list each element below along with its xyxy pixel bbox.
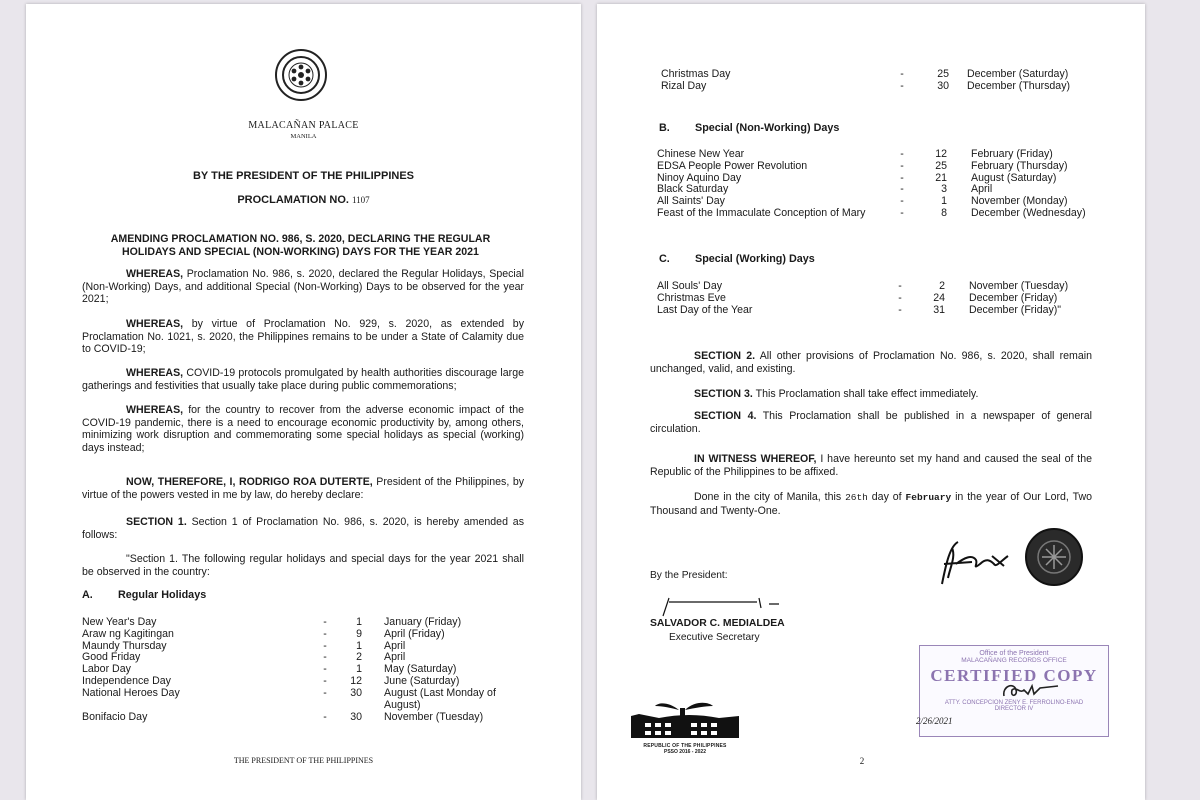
holiday-day: 31 bbox=[933, 303, 945, 316]
holiday-separator: - bbox=[900, 195, 904, 208]
proclamation-number: 1107 bbox=[352, 195, 370, 205]
proclamation-number-line bbox=[26, 194, 581, 206]
section-4-paragraph: SECTION 4. This Proclamation shall be published in a newspaper of general circulation. bbox=[650, 410, 1092, 435]
holiday-separator: - bbox=[900, 183, 904, 196]
holiday-separator: - bbox=[900, 159, 904, 172]
holiday-day: 12 bbox=[935, 148, 947, 160]
secretary-name: SALVADOR C. MEDIALDEA bbox=[650, 618, 785, 629]
holiday-day: 30 bbox=[350, 686, 362, 699]
holiday-month: May (Saturday) bbox=[384, 663, 457, 676]
title-line-1: AMENDING PROCLAMATION NO. 986, S. 2020, DECLARING THE REGULAR bbox=[110, 233, 491, 245]
holiday-name: Bonifacio Day bbox=[82, 710, 148, 723]
holiday-name: Rizal Day bbox=[661, 80, 707, 92]
holiday-name: EDSA People Power Revolution bbox=[657, 159, 808, 172]
page-number: 2 bbox=[859, 756, 865, 766]
holiday-row bbox=[657, 183, 1117, 195]
holiday-name: Chinese New Year bbox=[657, 148, 745, 160]
holiday-day: 25 bbox=[935, 159, 947, 172]
holiday-month: February (Friday) bbox=[971, 148, 1053, 160]
holiday-day: 9 bbox=[356, 627, 362, 640]
holiday-separator: - bbox=[323, 675, 327, 687]
holiday-name: Feast of the Immaculate Conception of Mary bbox=[657, 207, 866, 219]
holiday-separator: - bbox=[900, 148, 904, 160]
holiday-row bbox=[82, 651, 542, 663]
section-c-heading: C. Special (Working) Days bbox=[659, 253, 815, 265]
section-1-amended-text: "Section 1. The following regular holidays and special days for the year 2021 shall be observed in the country: bbox=[82, 553, 524, 578]
holiday-day: 8 bbox=[941, 207, 947, 219]
certified-copy-stamp bbox=[916, 645, 1109, 737]
holiday-day: 1 bbox=[356, 616, 362, 628]
holiday-month: December (Friday) bbox=[969, 291, 1058, 304]
holiday-separator: - bbox=[323, 686, 327, 699]
holiday-day: 25 bbox=[937, 68, 949, 80]
holiday-day: 3 bbox=[941, 183, 947, 196]
holiday-day: 2 bbox=[939, 280, 945, 292]
holiday-row bbox=[657, 195, 1117, 207]
holiday-day: 2 bbox=[356, 651, 362, 664]
holiday-separator: - bbox=[323, 710, 327, 723]
holiday-day: 30 bbox=[937, 80, 949, 92]
holiday-row bbox=[657, 207, 1117, 219]
holiday-row bbox=[82, 663, 542, 675]
holiday-day: 30 bbox=[350, 710, 362, 723]
proclamation-title bbox=[78, 233, 523, 258]
holiday-row bbox=[661, 80, 1121, 92]
whereas-paragraph-3: WHEREAS, COVID-19 protocols promulgated by health authorities discourage large gatherings and festivities that usually take place during public commemorations; bbox=[82, 367, 524, 392]
holiday-name: Christmas Day bbox=[661, 68, 731, 80]
holiday-month: June (Saturday) bbox=[384, 675, 460, 687]
holiday-month: April (Friday) bbox=[384, 627, 445, 640]
holiday-row bbox=[82, 686, 542, 711]
president-signature bbox=[932, 534, 1022, 594]
holiday-day: 12 bbox=[350, 675, 362, 687]
holiday-name: Independence Day bbox=[82, 675, 171, 687]
holiday-month: April bbox=[971, 183, 993, 196]
holiday-name: Good Friday bbox=[82, 651, 141, 664]
page-heading: BY THE PRESIDENT OF THE PHILIPPINES bbox=[192, 170, 415, 182]
presidential-seal-icon bbox=[275, 49, 327, 101]
republic-seal-icon bbox=[1025, 528, 1083, 586]
stamp-certified-copy: CERTIFIED COPY bbox=[930, 666, 1098, 685]
holiday-month: February (Thursday) bbox=[971, 159, 1068, 172]
holiday-month: December (Friday)" bbox=[969, 303, 1062, 316]
holiday-separator: - bbox=[323, 663, 327, 676]
holiday-month: August (Saturday) bbox=[971, 171, 1057, 184]
holiday-month: November (Monday) bbox=[971, 195, 1068, 208]
title-line-2: HOLIDAYS AND SPECIAL (NON-WORKING) DAYS FOR THE YEAR 2021 bbox=[122, 245, 479, 258]
holiday-name: National Heroes Day bbox=[82, 686, 180, 699]
holiday-month: April bbox=[384, 651, 406, 664]
palace-city: MANILA bbox=[290, 133, 317, 140]
holiday-separator: - bbox=[900, 207, 904, 219]
holiday-name: Ninoy Aquino Day bbox=[657, 171, 742, 184]
in-witness-paragraph: IN WITNESS WHEREOF, I have hereunto set my hand and caused the seal of the Republic of the Philippines to be affixed. bbox=[650, 453, 1092, 478]
holiday-month: November (Tuesday) bbox=[384, 710, 484, 723]
holiday-day: 24 bbox=[933, 291, 945, 304]
holiday-row bbox=[657, 280, 1117, 292]
holiday-row bbox=[657, 292, 1117, 304]
page-footer: THE PRESIDENT OF THE PHILIPPINES bbox=[233, 756, 374, 765]
holiday-name: Last Day of the Year bbox=[657, 303, 753, 316]
document-page-1 bbox=[26, 4, 581, 800]
holiday-separator: - bbox=[900, 68, 904, 80]
holiday-month: December (Saturday) bbox=[967, 68, 1069, 80]
holiday-day: 1 bbox=[356, 663, 362, 676]
signing-month: February bbox=[905, 492, 952, 503]
palace-logo-subcaption: PSSO 2016 - 2022 bbox=[664, 749, 706, 755]
holiday-name: Labor Day bbox=[82, 663, 131, 676]
by-the-president-label: By the President: bbox=[650, 570, 728, 581]
holiday-name: New Year's Day bbox=[82, 616, 157, 628]
holiday-separator: - bbox=[898, 280, 902, 292]
proclamation-label: PROCLAMATION NO. bbox=[237, 194, 349, 206]
holiday-separator: - bbox=[323, 627, 327, 640]
holiday-separator: - bbox=[898, 303, 902, 316]
holiday-name: Maundy Thursday bbox=[82, 639, 167, 652]
palace-logo-caption: REPUBLIC OF THE PHILIPPINES bbox=[643, 743, 727, 749]
section-a-heading: A. Regular Holidays bbox=[82, 589, 207, 601]
holiday-row bbox=[82, 640, 542, 652]
secretary-title: Executive Secretary bbox=[669, 632, 760, 643]
holiday-name: Christmas Eve bbox=[657, 291, 726, 304]
holiday-month: August (Last Monday of bbox=[384, 686, 496, 699]
holiday-day: 1 bbox=[941, 195, 947, 208]
palace-name: MALACAÑAN PALACE bbox=[248, 120, 359, 131]
holiday-row bbox=[661, 68, 1121, 80]
holiday-row bbox=[82, 711, 542, 723]
holiday-month-continued: August) bbox=[384, 698, 421, 711]
holiday-month: January (Friday) bbox=[384, 616, 462, 628]
section-2-paragraph: SECTION 2. All other provisions of Proclamation No. 986, s. 2020, shall remain unchanged, valid, and existing. bbox=[650, 350, 1092, 375]
stamp-officer-position: DIRECTOR IV bbox=[994, 706, 1034, 712]
done-in-manila-paragraph: Done in the city of Manila, this 26th day of February in the year of Our Lord, Two Thousand and Twenty-One. bbox=[650, 491, 1093, 517]
holiday-row bbox=[82, 628, 542, 640]
section-b-heading: B. Special (Non-Working) Days bbox=[659, 122, 840, 134]
holiday-month: November (Tuesday) bbox=[969, 280, 1069, 292]
stamp-records-office: MALACAÑANG RECORDS OFFICE bbox=[961, 657, 1067, 664]
stamp-officer-name: ATTY. CONCEPCION ZENY E. FERROLINO-ENAD bbox=[944, 700, 1084, 706]
whereas-paragraph-1: WHEREAS, Proclamation No. 986, s. 2020, declared the Regular Holidays, Special (Non-Working) Days, and additional Special (Non-Working) Days to be observed for the year 2021; bbox=[82, 268, 524, 306]
holiday-separator: - bbox=[898, 291, 902, 304]
now-therefore-paragraph: NOW, THEREFORE, I, RODRIGO ROA DUTERTE, President of the Philippines, by virtue of the powers vested in me by law, do hereby declare: bbox=[82, 476, 525, 501]
holiday-row bbox=[657, 172, 1117, 184]
holiday-separator: - bbox=[323, 616, 327, 628]
holiday-name: Black Saturday bbox=[657, 183, 729, 196]
holiday-row bbox=[657, 148, 1117, 160]
holiday-name: All Souls' Day bbox=[657, 280, 723, 292]
holiday-separator: - bbox=[323, 639, 327, 652]
holiday-row bbox=[82, 675, 542, 687]
whereas-paragraph-4: WHEREAS, for the country to recover from the adverse economic impact of the COVID-19 pandemic, there is a need to encourage economic productivity by, among others, minimizing work disruption and commemorating some special holidays as special (working) days instead; bbox=[82, 404, 524, 454]
holiday-name: Araw ng Kagitingan bbox=[82, 627, 174, 640]
holiday-row bbox=[657, 304, 1117, 316]
holiday-row bbox=[82, 616, 542, 628]
holiday-month: December (Wednesday) bbox=[971, 207, 1086, 219]
stamp-date: 2/26/2021 bbox=[916, 716, 953, 726]
section-1-paragraph: SECTION 1. Section 1 of Proclamation No. 986, s. 2020, is hereby amended as follows: bbox=[82, 516, 524, 541]
stamp-office: Office of the President bbox=[979, 650, 1049, 657]
signing-day: 26th bbox=[845, 492, 868, 503]
holiday-month: December (Thursday) bbox=[967, 80, 1071, 92]
holiday-month: April bbox=[384, 639, 406, 652]
holiday-separator: - bbox=[323, 651, 327, 664]
document-page-2 bbox=[597, 4, 1145, 800]
holiday-day: 1 bbox=[356, 639, 362, 652]
secretary-signature bbox=[657, 594, 787, 618]
holiday-separator: - bbox=[900, 80, 904, 92]
holiday-day: 21 bbox=[935, 171, 947, 184]
holiday-row bbox=[657, 160, 1117, 172]
whereas-paragraph-2: WHEREAS, by virtue of Proclamation No. 929, s. 2020, as extended by Proclamation No. 1021, s. 2020, the Philippines remains to be under a State of Calamity due to COVID-19; bbox=[82, 318, 524, 356]
holiday-separator: - bbox=[900, 171, 904, 184]
stamp-signature bbox=[1000, 680, 1060, 702]
holiday-name: All Saints' Day bbox=[657, 195, 725, 208]
malacanang-palace-logo-icon bbox=[629, 696, 741, 758]
section-3-paragraph: SECTION 3. This Proclamation shall take effect immediately. bbox=[694, 388, 979, 400]
